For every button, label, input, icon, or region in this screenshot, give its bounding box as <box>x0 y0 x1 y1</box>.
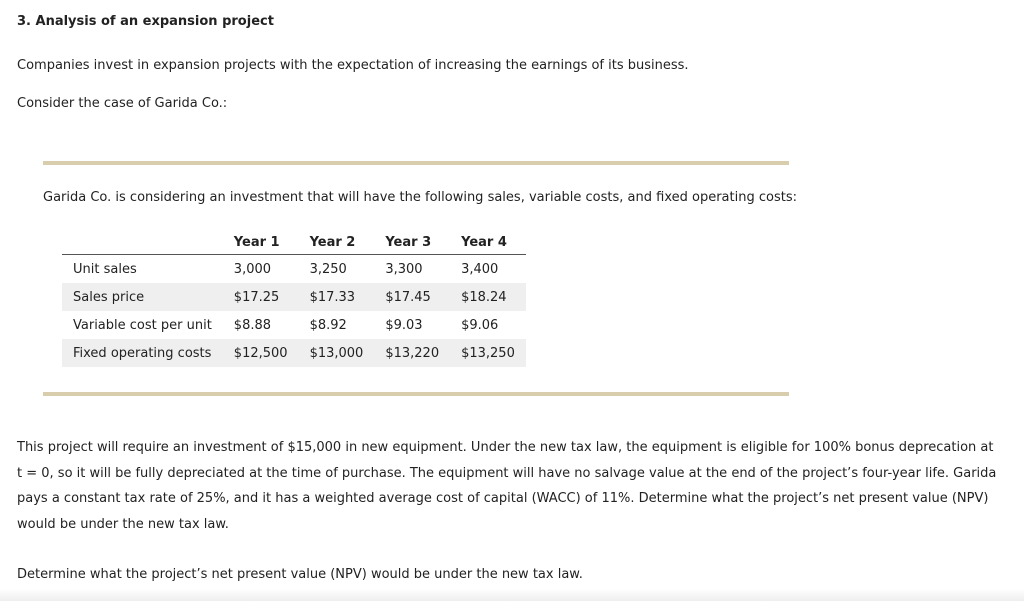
cost-table <box>62 230 526 367</box>
intro-sentence: Companies invest in expansion projects with the expectation of increasing the earnings of its business. <box>17 58 689 73</box>
header-year-3: Year 3 <box>374 230 450 255</box>
cell: 3,400 <box>461 261 499 277</box>
project-paragraph: This project will require an investment of $15,000 in new equipment. Under the new tax law, the equipment is eligible for 100% bonus deprecation at t = 0, so it will be fully depreciated at the time of purchase. The equipment will have no salvage value at the end of the project’s four-year life. Garida pays a constant tax rate of 25%, and it has a weighted average cost of capital (WACC) of 11%. Determine what the project’s net present value (NPV) would be under the new tax law. <box>17 440 997 532</box>
table-row <box>62 311 526 339</box>
cell: $13,220 <box>374 339 450 367</box>
cell: 3,300 <box>385 261 423 277</box>
table-row <box>62 339 526 367</box>
cell: $18.24 <box>450 283 526 311</box>
row-label: Sales price <box>62 283 223 311</box>
row-label: Fixed operating costs <box>62 339 223 367</box>
cell: $17.45 <box>374 283 450 311</box>
row-label: Variable cost per unit <box>73 317 212 333</box>
final-question: Determine what the project’s net present value (NPV) would be under the new tax law. <box>17 567 583 582</box>
cell: $8.92 <box>309 317 347 333</box>
section-title: 3. Analysis of an expansion project <box>17 14 274 29</box>
cell: 3,250 <box>309 261 347 277</box>
header-year-2: Year 2 <box>299 230 375 255</box>
row-label: Unit sales <box>73 261 137 277</box>
cell: $8.88 <box>233 317 272 333</box>
table-row <box>62 255 526 284</box>
header-year-1: Year 1 <box>223 230 299 255</box>
table-intro: Garida Co. is considering an investment that will have the following sales, variable costs, and fixed operating costs: <box>43 190 797 205</box>
table-header-row <box>62 230 526 255</box>
cell: $9.06 <box>461 317 499 333</box>
cell: $13,250 <box>450 339 526 367</box>
case-sentence: Consider the case of Garida Co.: <box>17 96 228 111</box>
header-year-4: Year 4 <box>450 230 526 255</box>
top-divider <box>43 161 789 165</box>
cell: $12,500 <box>223 339 299 367</box>
cell: $17.33 <box>299 283 375 311</box>
cell: $13,000 <box>299 339 375 367</box>
cell: 3,000 <box>233 261 272 277</box>
bottom-fade <box>0 589 1024 601</box>
table-row <box>62 283 526 311</box>
cell: $9.03 <box>385 317 423 333</box>
bottom-divider <box>43 392 789 396</box>
header-blank <box>62 230 223 255</box>
cell: $17.25 <box>223 283 299 311</box>
